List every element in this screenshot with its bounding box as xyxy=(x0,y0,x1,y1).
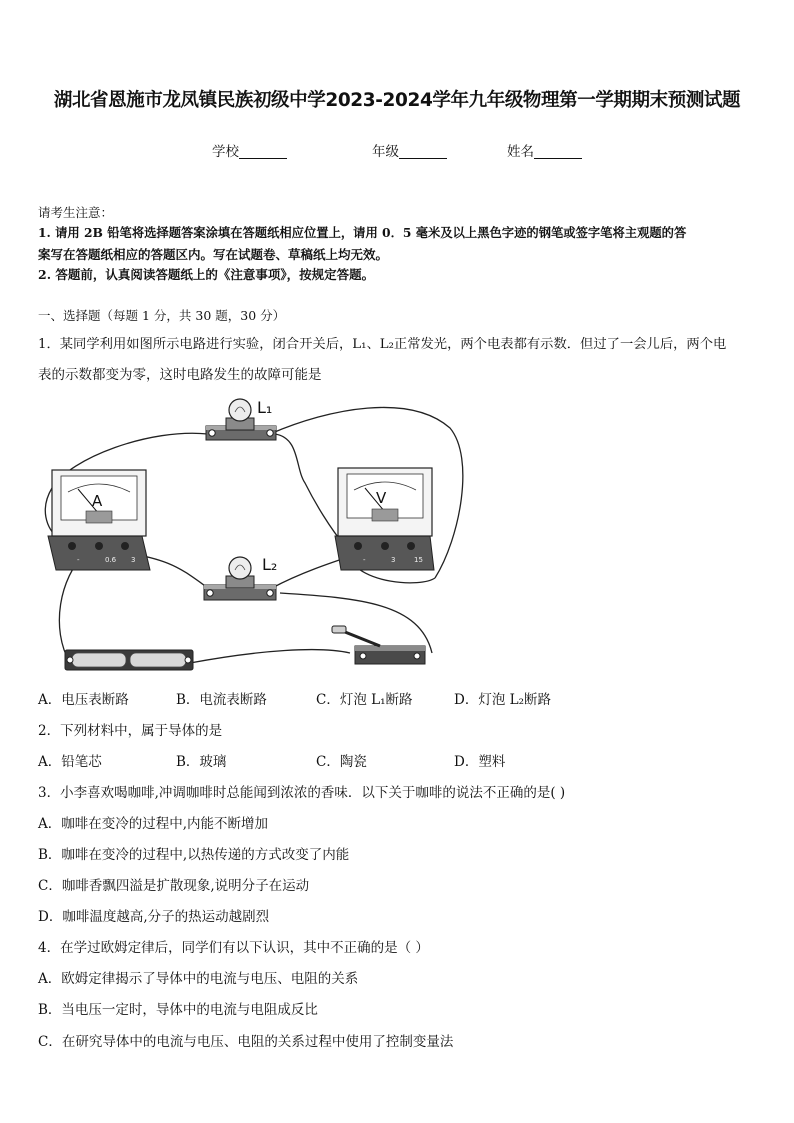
voltmeter xyxy=(335,468,434,570)
ammeter-terminal-minus: - xyxy=(77,556,80,564)
notice-line-2: 2. 答题前，认真阅读答题纸上的《注意事项》，按规定答题。 xyxy=(38,267,375,282)
school-label: 学校 xyxy=(212,144,239,160)
voltmeter-terminal-3: 3 xyxy=(391,556,396,564)
q2-option-a: A．铅笔芯 xyxy=(38,754,102,770)
q1-option-b: B．电流表断路 xyxy=(176,692,267,708)
school-blank xyxy=(239,144,287,159)
notice-line-1-cont: 案写在答题纸相应的答题区内。写在试题卷、草稿纸上均无效。 xyxy=(38,247,389,262)
q4-option-a: A．欧姆定律揭示了导体中的电流与电压、电阻的关系 xyxy=(38,971,359,987)
wire-battery-to-switch xyxy=(190,650,350,663)
q4-stem: 4．在学过欧姆定律后，同学们有以下认识，其中不正确的是（ ） xyxy=(38,940,429,956)
q3-stem: 3．小李喜欢喝咖啡,冲调咖啡时总能闻到浓浓的香味．以下关于咖啡的说法不正确的是( ) xyxy=(38,785,566,801)
q1-option-d: D．灯泡 L₂断路 xyxy=(454,692,551,708)
switch xyxy=(332,626,425,664)
q4-option-c: C．在研究导体中的电流与电压、电阻的关系过程中使用了控制变量法 xyxy=(38,1034,454,1050)
name-label: 姓名 xyxy=(507,144,534,160)
notice-line-1: 1. 请用 2B 铅笔将选择题答案涂填在答题纸相应位置上，请用 0．5 毫米及以上黑色字迹的钢笔或签字笔将主观题的答 xyxy=(38,225,687,240)
name-blank xyxy=(534,144,582,159)
q1-stem-line2: 表的示数都变为零，这时电路发生的故障可能是 xyxy=(38,367,322,383)
battery-pack xyxy=(65,650,193,670)
grade-label: 年级 xyxy=(372,144,399,160)
wire-l1-to-voltmeter xyxy=(275,434,345,546)
q1-option-a: A．电压表断路 xyxy=(38,692,129,708)
ammeter-letter: A xyxy=(92,492,103,510)
q2-option-d: D．塑料 xyxy=(454,754,506,770)
q3-option-b: B．咖啡在变冷的过程中,以热传递的方式改变了内能 xyxy=(38,847,350,863)
q1-stem-line1: 1．某同学利用如图所示电路进行实验，闭合开关后，L₁、L₂正常发光，两个电表都有示数．但过了一会儿后，两个电 xyxy=(38,337,727,352)
section-heading: 一、选择题（每题 1 分，共 30 题，30 分） xyxy=(38,308,286,323)
q3-option-c: C．咖啡香飘四溢是扩散现象,说明分子在运动 xyxy=(38,878,310,894)
voltmeter-terminal-minus: - xyxy=(363,556,366,564)
name-field xyxy=(507,140,582,160)
circuit-figure xyxy=(30,388,470,683)
q1-option-c: C．灯泡 L₁断路 xyxy=(316,692,413,708)
grade-field xyxy=(372,140,447,160)
q2-option-c: C．陶瓷 xyxy=(316,754,367,770)
label-l2: L₂ xyxy=(262,555,278,574)
ammeter-terminal-0-6: 0.6 xyxy=(105,556,117,564)
q3-option-a: A．咖啡在变冷的过程中,内能不断增加 xyxy=(38,816,269,832)
q2-stem: 2．下列材料中，属于导体的是 xyxy=(38,723,223,739)
q4-option-b: B．当电压一定时，导体中的电流与电阻成反比 xyxy=(38,1002,318,1018)
q3-option-d: D．咖啡温度越高,分子的热运动越剧烈 xyxy=(38,909,270,925)
ammeter xyxy=(48,470,150,570)
label-l1: L₁ xyxy=(257,398,273,417)
ammeter-terminal-3: 3 xyxy=(131,556,136,564)
grade-blank xyxy=(399,144,447,159)
voltmeter-terminal-15: 15 xyxy=(414,556,423,564)
school-field xyxy=(212,140,287,160)
q2-option-b: B．玻璃 xyxy=(176,754,227,770)
notice-heading: 请考生注意： xyxy=(38,205,114,220)
voltmeter-letter: V xyxy=(376,489,387,507)
wire-l2-to-switch xyxy=(280,593,432,653)
page-title: 湖北省恩施市龙凤镇民族初级中学2023-2024学年九年级物理第一学期期末预测试题 xyxy=(53,90,741,111)
